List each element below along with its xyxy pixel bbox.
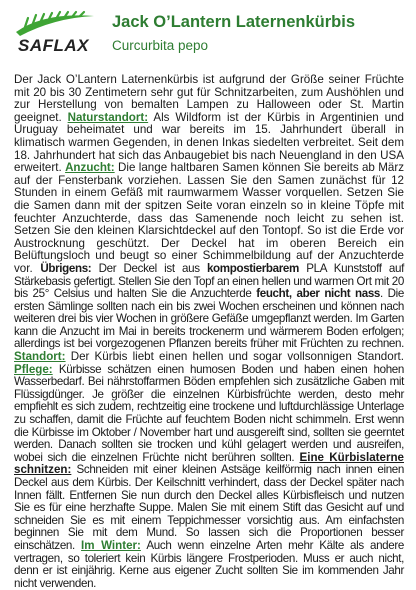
anzucht-note-text-e: . Die ersten Sämlinge sollten nach ein bis zwei Wochen erscheinen und können nach weiteren drei bis vier Wochen in größere Gefäße umgepflanzt werden. Im Garten kann die Anzucht im Mai in bereits trockenerm und wärmerem Boden erfolgen; allerdings ist bei vorgezogenen Pflanzen bereits früher mit Früchten zu rechnen. — [14, 287, 404, 351]
description-text — [14, 74, 404, 590]
anzucht-note-bold-d: feucht, aber nicht nass — [256, 287, 381, 301]
pflege-text: Kürbisse schätzen einen humosen Boden und haben einen hohen Wasserbedarf. Bei nährstoffarmen Böden empfehlen sich zusätzliche Gaben mit Flüssigdünger. Je größer die einzelnen Kürbisfrüchte werden, desto mehr empfiehlt es sich zudem, rechtzeitig eine trockene und luftdurchlässige Unterlage zu schaffen, damit die Früchte auf feuchtem Boden nicht schimmeln. Erst wenn die Kürbisse im Oktober / November hart und ausgereift sind, sollten sie geerntet werden. Danach sollten sie trocken und kühl gelagert werden und ausreifen, wobei sich die einzelnen Früchte nicht berühren sollten. — [14, 362, 404, 464]
winter-label: Im Winter: — [81, 538, 141, 552]
naturstandort-label: Naturstandort: — [67, 110, 149, 124]
botanical-name: Curcurbita pepo — [112, 38, 209, 53]
anzucht-note-text-c: PLA Kunststoff auf Stärkebasis gefertigt. Stellen Sie den Topf an einen hellen und warmen Ort mit 20 bis 25° Celsius und halten Sie die Anzuchterde — [14, 261, 404, 301]
standort-text: Der Kürbis liebt einen hellen und sogar vollsonnigen Standort. — [65, 350, 404, 364]
anzucht-label: Anzucht: — [65, 161, 115, 175]
anzucht-note-bold-a: kompostierbarem — [206, 261, 299, 275]
anzucht-text: Die lange haltbaren Samen können Sie bereits ab März auf der Fensterbank vorziehen. Lassen Sie den Samen zunächst für 12 Stunden in einem Gefäß mit raumwarmem Wasser vorquellen. Setzen Sie die Samen dann mit der spitzen Seite voran einzeln so in kleine Töpfe mit feuchter Anzuchterde, dass das Samenende noch leicht zu sehen ist. Setzen Sie den kleinen Klarsichtdeckel auf den Tontopf. So ist die Erde vor Austrocknung geschützt. Der Deckel hat im oberen Bereich ein Belüftungsloch und beugt so einer Schimmelbildung auf der Anzuchterde vor. — [14, 161, 404, 275]
intro-text: Der Jack O’Lantern Laternenkürbis ist aufgrund der Größe seiner Früchte mit 20 bis 30 Zentimetern sehr gut für Schnitzarbeiten, zum Aushöhlen und zur Herstellung von bemalten Lampen zu Halloween oder St. Martin geeignet. — [14, 73, 404, 124]
brand-name: SAFLAX — [18, 36, 89, 55]
standort-label: Standort: — [14, 350, 66, 364]
anzucht-note — [14, 262, 404, 351]
product-title: Jack O’Lantern Laternenkürbis — [112, 13, 355, 31]
naturstandort-text: Als Wildform ist der Kürbis in Argentinien und Uruguay beheimatet und war bereits im 15. Jahrhundert überall in klimatisch warmen Gegenden, in denen Inkas siedelten verbreitet. Seit dem 18. Jahrhundert hat sich das Anbaugebiet bis nach Neuengland in den USA erweitert. — [14, 110, 404, 175]
winter-text: Auch wenn einzelne Arten mehr Kälte als andere vertragen, so toleriert kein Kürbis längere Frostperioden. Muss er auch nicht, denn er ist einjährig. Kerne aus eigener Zucht sollten Sie im kommenden Jahr nicht verwenden. — [14, 538, 404, 590]
schnitzen-label: Eine Kürbislaterne schnitzen: — [14, 450, 404, 477]
anzucht-note-text-a: Der Deckel ist aus — [91, 261, 207, 275]
schnitzen-text: Schneiden mit einer kleinen Astsäge keilförmig nach innen einen Deckel aus dem Kürbis. Der Keilschnitt verhindert, dass der Deckel später nach Innen fällt. Entfernen Sie nun durch den Deckel alles Kürbisfleisch und nutzen Sie es für eine herzhafte Suppe. Malen Sie mit einem Stift das Gesicht auf und schneiden Sie es mit einem Teppichmesser vorsichtig aus. Am einfachsten beginnen Sie mit dem Mund. So lassen sich die Proportionen besser einschätzen. — [14, 463, 404, 552]
pflege-label: Pflege: — [14, 362, 53, 376]
saflax-logo — [14, 10, 96, 60]
uebrigens-label: Übrigens: — [40, 261, 92, 275]
